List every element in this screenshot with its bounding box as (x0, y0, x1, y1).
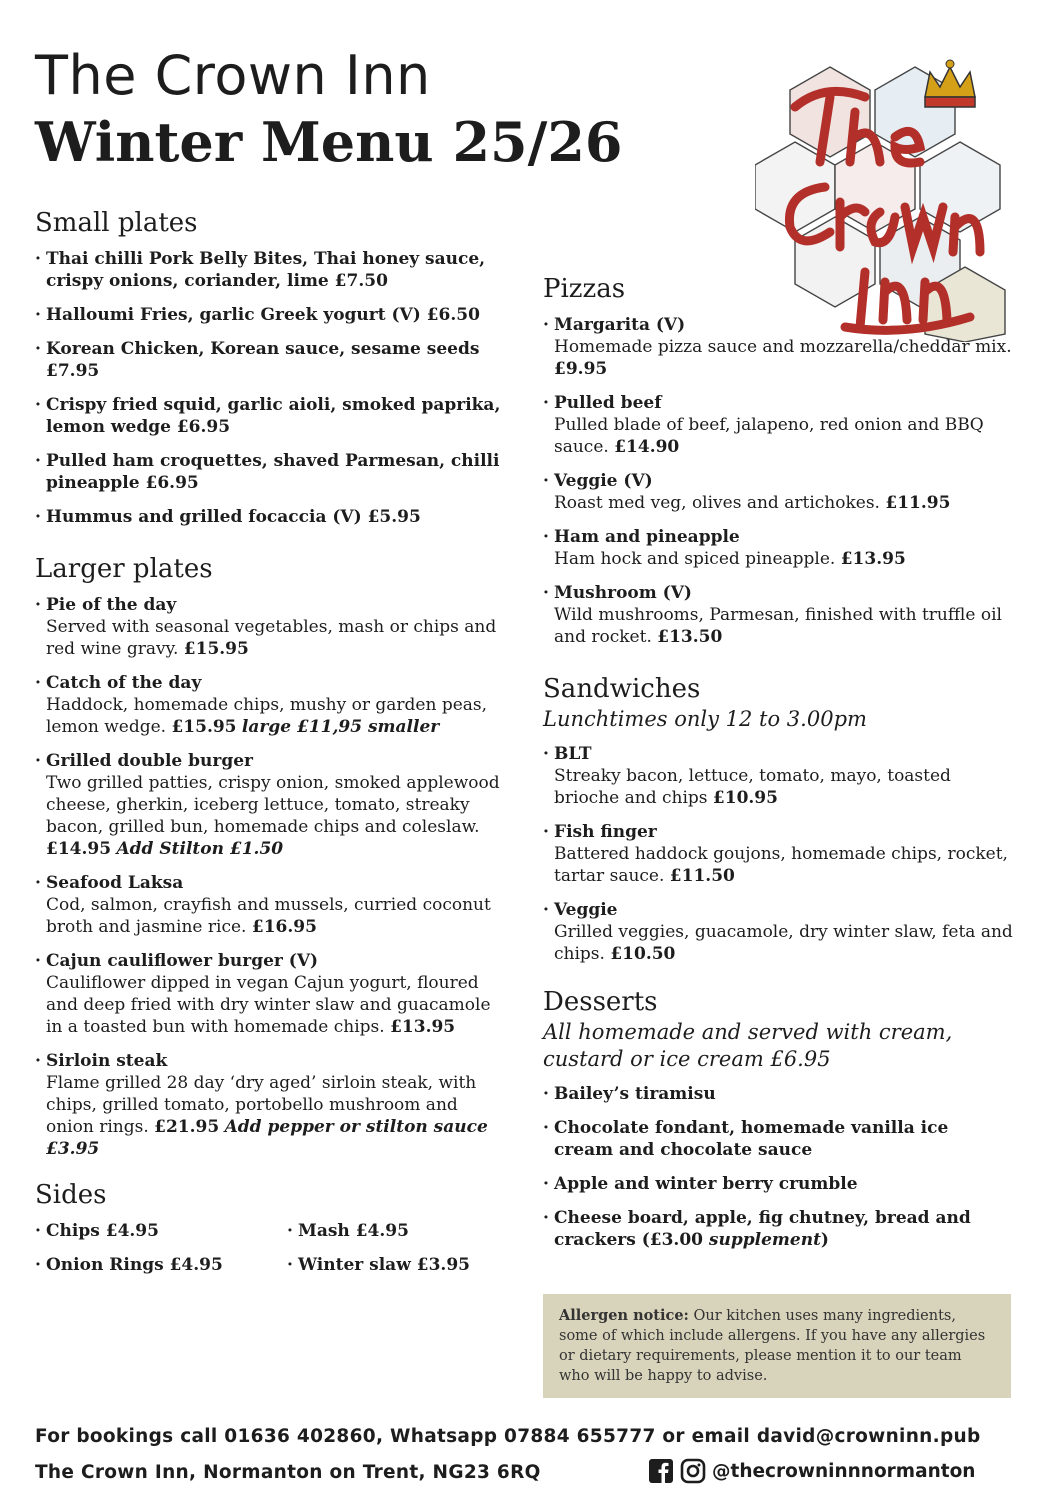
item-price: £11.50 (669, 866, 735, 886)
item-desc-text: Served with seasonal vegetables, mash or chips and red wine gravy. (46, 617, 497, 659)
bookings-info: For bookings call 01636 402860, Whatsapp 07884 655777 or email david@crowninn.pub (35, 1426, 981, 1447)
menu-item (543, 821, 1013, 887)
item-description (46, 894, 505, 938)
item-description (554, 492, 1013, 514)
item-name: Pulled ham croquettes, shaved Parmesan, chilli pineapple (46, 451, 500, 493)
sides-section (35, 1180, 505, 1288)
menu-item (543, 314, 1013, 380)
item-price: £14.90 (614, 437, 680, 457)
small-plates-section (35, 208, 505, 528)
item-extra: large £11,95 smaller (241, 717, 440, 737)
menu-item (543, 526, 1013, 570)
menu-item (35, 672, 505, 738)
item-name: Halloumi Fries, garlic Greek yogurt (V) (46, 305, 421, 325)
item-price: £6.50 (426, 305, 480, 325)
item-description (554, 414, 1013, 458)
item-name: · BLT (554, 744, 592, 764)
item-price: £4.95 (105, 1221, 159, 1241)
item-description (46, 694, 505, 738)
item-description (554, 336, 1013, 380)
item-desc-text: Cod, salmon, crayfish and mussels, curried coconut broth and jasmine rice. (46, 895, 491, 937)
small-plates-heading: Small plates (35, 208, 198, 238)
instagram-icon[interactable] (680, 1458, 706, 1484)
item-desc-text: Ham hock and spiced pineapple. (554, 549, 836, 569)
item-name: · Cajun cauliflower burger (V) (46, 951, 319, 971)
item-description (46, 972, 505, 1038)
item-price: £7.50 (334, 271, 388, 291)
item-price: £10.50 (610, 944, 676, 964)
item-name: Chips (46, 1221, 100, 1241)
item-description (46, 772, 505, 860)
item-name: · Mushroom (V) (554, 583, 692, 603)
dessert-item (543, 1117, 1013, 1161)
item-note: supplement (708, 1230, 821, 1250)
item-name: Hummus and grilled focaccia (V) (46, 507, 362, 527)
item-price: £15.95 (171, 717, 237, 737)
item-price: £4.95 (169, 1255, 223, 1275)
item-desc-text: Pulled blade of beef, jalapeno, red onion and BBQ sauce. (554, 415, 984, 457)
menu-item (543, 582, 1013, 648)
item-price: £13.50 (657, 627, 723, 647)
item-desc-text: Streaky bacon, lettuce, tomato, mayo, toasted brioche and chips (554, 766, 951, 808)
item-desc-text: Roast med veg, olives and artichokes. (554, 493, 880, 513)
item-price: £7.95 (46, 361, 100, 381)
menu-item (35, 248, 505, 292)
item-price: £6.95 (145, 473, 199, 493)
item-desc-text: Flame grilled 28 day ‘dry aged’ sirloin steak, with chips, grilled tomato, portobello mushroom and onion rings. (46, 1073, 477, 1137)
item-price: £9.95 (554, 359, 608, 379)
desserts-heading: Desserts (543, 987, 658, 1017)
allergen-label: Allergen notice: (559, 1307, 689, 1324)
item-name: Thai chilli Pork Belly Bites, Thai honey sauce, crispy onions, coriander, lime (46, 249, 486, 291)
menu-item (543, 899, 1013, 965)
item-price: £16.95 (251, 917, 317, 937)
menu-item (543, 470, 1013, 514)
item-name: · Catch of the day (46, 673, 202, 693)
item-price: £5.95 (367, 507, 421, 527)
item-extra: Add Stilton £1.50 (116, 839, 284, 859)
item-name: · Pie of the day (46, 595, 177, 615)
item-description (554, 548, 1013, 570)
item-price: £13.95 (840, 549, 906, 569)
item-price: £4.95 (355, 1221, 409, 1241)
page-title: The Crown Inn (35, 44, 431, 107)
item-description (46, 616, 505, 660)
dessert-item (543, 1173, 1013, 1195)
item-close: ) (820, 1230, 829, 1250)
sandwiches-subheading: Lunchtimes only 12 to 3.00pm (543, 707, 867, 731)
facebook-icon[interactable] (648, 1458, 674, 1484)
side-item (35, 1220, 287, 1242)
item-price: £13.95 (390, 1017, 456, 1037)
menu-item (35, 450, 505, 494)
crown-icon (925, 60, 975, 107)
item-name: Korean Chicken, Korean sauce, sesame seeds (46, 339, 480, 359)
item-name: Bailey’s tiramisu (554, 1084, 716, 1104)
menu-item (35, 1050, 505, 1160)
item-name: · Grilled double burger (46, 751, 253, 771)
allergen-text: Our kitchen uses many ingredients, some of which include allergens. If you have any allergies or dietary requirements, please mention it to our team who will be happy to advise. (559, 1308, 986, 1384)
item-name: Chocolate fondant, homemade vanilla ice cream and chocolate sauce (554, 1118, 949, 1160)
item-name: Winter slaw (298, 1255, 411, 1275)
allergen-notice (543, 1294, 1011, 1398)
item-price: £14.95 (46, 839, 112, 859)
right-column (543, 274, 1013, 1277)
menu-item (543, 392, 1013, 458)
pizzas-section (543, 274, 1013, 648)
item-price: £21.95 (154, 1117, 220, 1137)
item-name: Crispy fried squid, garlic aioli, smoked paprika, lemon wedge (46, 395, 501, 437)
item-name: · Seafood Laksa (46, 873, 184, 893)
sides-heading: Sides (35, 1180, 107, 1210)
item-price: £11.95 (885, 493, 951, 513)
menu-item (35, 394, 505, 438)
page-subtitle: Winter Menu 25/26 (35, 110, 623, 174)
sandwiches-section (543, 674, 1013, 965)
side-item (287, 1220, 487, 1242)
left-column (35, 208, 505, 1314)
side-item (287, 1254, 487, 1276)
item-price: £15.95 (183, 639, 249, 659)
menu-item (35, 594, 505, 660)
social-handle[interactable]: @thecrowninnnormanton (712, 1460, 976, 1482)
dessert-item (543, 1207, 1013, 1251)
item-extra: Add pepper or stilton sauce £3.95 (46, 1117, 488, 1159)
item-description (46, 1072, 505, 1160)
item-price: £3.95 (416, 1255, 470, 1275)
item-description (554, 843, 1013, 887)
item-name: Cheese board, apple, fig chutney, bread and crackers (£3.00 (554, 1208, 971, 1250)
item-name: Mash (298, 1221, 350, 1241)
item-name: · Margarita (V) (554, 315, 686, 335)
larger-plates-heading: Larger plates (35, 554, 213, 584)
item-price: £6.95 (176, 417, 231, 437)
address: The Crown Inn, Normanton on Trent, NG23 6RQ (35, 1462, 541, 1483)
item-name: · Pulled beef (554, 393, 662, 413)
larger-plates-section (35, 554, 505, 1160)
pizzas-heading: Pizzas (543, 274, 626, 304)
social-links (648, 1458, 975, 1484)
menu-item (35, 950, 505, 1038)
menu-item (35, 338, 505, 382)
menu-item (35, 506, 505, 528)
item-desc-text: Haddock, homemade chips, mushy or garden peas, lemon wedge. (46, 695, 488, 737)
item-price: £10.95 (712, 788, 778, 808)
menu-item (543, 743, 1013, 809)
sandwiches-heading: Sandwiches (543, 674, 701, 704)
item-name: · Veggie (554, 900, 618, 920)
item-name: · Fish finger (554, 822, 657, 842)
item-name: Onion Rings (46, 1255, 164, 1275)
desserts-section (543, 987, 1013, 1251)
desserts-subheading: All homemade and served with cream, custard or ice cream £6.95 (543, 1020, 953, 1071)
item-desc-text: Two grilled patties, crispy onion, smoked applewood cheese, gherkin, iceberg lettuce, tomato, streaky bacon, grilled bun, homemade chips and coleslaw. (46, 773, 500, 837)
item-desc-text: Homemade pizza sauce and mozzarella/cheddar mix. (554, 337, 1012, 357)
item-desc-text: Battered haddock goujons, homemade chips, rocket, tartar sauce. (554, 844, 1008, 886)
item-description (554, 604, 1013, 648)
side-item (35, 1254, 287, 1276)
menu-item (35, 304, 505, 326)
menu-item (35, 872, 505, 938)
menu-item (35, 750, 505, 860)
item-name: · Veggie (V) (554, 471, 653, 491)
item-description (554, 921, 1013, 965)
item-desc-text: Grilled veggies, guacamole, dry winter slaw, feta and chips. (554, 922, 1013, 964)
dessert-item (543, 1083, 1013, 1105)
item-name: · Sirloin steak (46, 1051, 168, 1071)
item-desc-text: Wild mushrooms, Parmesan, finished with truffle oil and rocket. (554, 605, 1002, 647)
item-name: Apple and winter berry crumble (554, 1174, 858, 1194)
item-name: · Ham and pineapple (554, 527, 740, 547)
item-description (554, 765, 1013, 809)
item-desc-text: Cauliflower dipped in vegan Cajun yogurt, floured and deep fried with dry winter slaw and guacamole in a toasted bun with homemade chips. (46, 973, 491, 1037)
